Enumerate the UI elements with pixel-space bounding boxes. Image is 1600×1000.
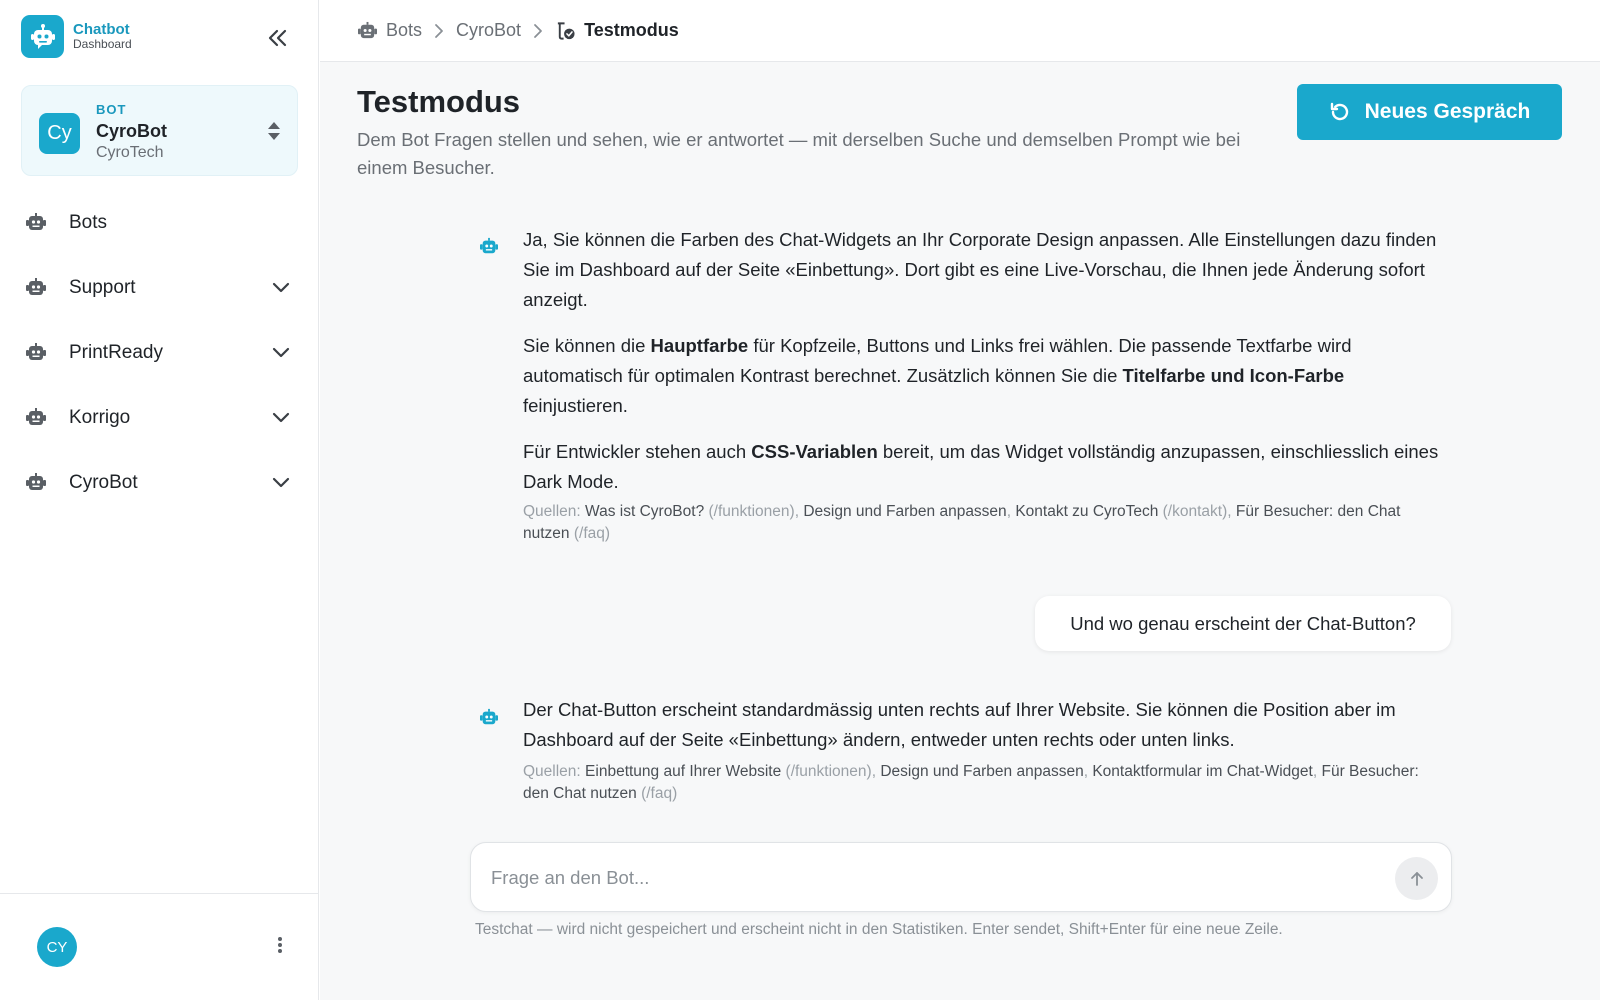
sidebar-item-label: PrintReady [69,341,163,363]
message-sources: Quellen: Einbettung auf Ihrer Website (/funktionen), Design und Farben anpassen, Kontaktformular im Chat-Widget, Für Besucher: den Chat nutzen (/faq) [523,763,1419,802]
chevron-down-icon[interactable] [271,343,291,363]
collapse-sidebar-button[interactable] [264,26,290,50]
brand-subtitle: Dashboard [73,37,132,52]
bot-selector-eyebrow: BOT [96,102,127,117]
brand-title: Chatbot [73,20,130,38]
user-avatar[interactable]: CY [37,927,77,967]
sidebar-item-korrigo[interactable] [0,385,319,450]
breadcrumb-label: Bots [386,20,423,40]
sidebar-item-printready[interactable] [0,320,319,385]
bot-avatar-icon [478,708,500,726]
chevron-right-icon [533,23,543,39]
sidebar-item-cyrobot[interactable] [0,450,319,515]
source-link[interactable]: Was ist CyroBot? [585,503,705,520]
composer-hint: Testchat — wird nicht gespeichert und erscheint nicht in den Statistiken. Enter sendet, Shift+Enter für eine neue Zeile. [475,921,1283,938]
sidebar-nav [0,190,319,515]
source-link[interactable]: Kontakt zu CyroTech [1015,503,1159,520]
refresh-icon [1329,101,1351,123]
message-sources: Quellen: Was ist CyroBot? (/funktionen), Design und Farben anpassen, Kontakt zu CyroTech (/kontakt), Für Besucher: den Chat nutzen (/faq) [523,503,1401,542]
breadcrumb-item-bots[interactable] [357,20,422,41]
page-title: Testmodus [357,84,521,119]
sidebar [0,0,319,1000]
robot-icon [357,21,378,40]
chevron-down-icon[interactable] [271,473,291,493]
breadcrumb-item-cyrobot[interactable] [456,20,521,41]
flask-check-icon [555,21,576,41]
chevron-down-icon[interactable] [271,408,291,428]
user-message: Und wo genau erscheint der Chat-Button? [1035,596,1451,651]
breadcrumb-label: CyroBot [456,20,522,40]
breadcrumb [357,20,679,41]
breadcrumb-label: Testmodus [584,20,679,40]
sidebar-item-label: CyroBot [69,471,138,493]
bot-selector-org: CyroTech [96,144,164,161]
sidebar-item-label: Korrigo [69,406,131,428]
more-options-button[interactable] [270,932,290,958]
bot-avatar: Cy [39,113,80,154]
bot-message-paragraph: Für Entwickler stehen auch CSS-Variablen bereit, um das Widget vollständig anzupassen, einschliesslich eines Dark Mode. [523,441,1439,492]
robot-icon [25,212,47,232]
bot-message-paragraph: Sie können die Hauptfarbe für Kopfzeile, Buttons und Links frei wählen. Die passende Textfarbe wird automatisch für optimalen Kontrast berechnet. Zusätzlich können Sie die Titelfarbe und Icon-Farbe feinjustieren. [523,335,1352,416]
bot-message [523,225,1443,544]
source-link[interactable]: Einbettung auf Ihrer Website [585,763,782,780]
sidebar-item-label: Bots [69,211,108,233]
sidebar-footer [0,893,319,1000]
main-content [320,0,1600,1000]
arrow-up-icon [1409,871,1425,887]
sidebar-item-support[interactable] [0,255,319,320]
send-button[interactable] [1395,857,1438,900]
brand[interactable] [21,15,132,58]
bot-message-paragraph: Ja, Sie können die Farben des Chat-Widgets an Ihr Corporate Design anpassen. Alle Einstellungen dazu finden Sie im Dashboard auf der Seite «Einbettung». Dort gibt es eine Live-Vorschau, die Ihnen jede Änderung sofort anzeigt. [523,229,1437,310]
robot-icon [25,407,47,427]
bot-selector-name: CyroBot [96,121,167,141]
page-description: Dem Bot Fragen stellen und sehen, wie er antwortet — mit derselben Suche und demselben Prompt wie bei einem Besucher. [357,129,1241,178]
bot-message-paragraph: Der Chat-Button erscheint standardmässig unten rechts auf Ihrer Website. Sie können die Position aber im Dashboard auf der Seite «Einbettung» ändern, entweder unten rechts oder unten links. [523,699,1396,750]
chevron-right-icon [434,23,444,39]
sidebar-item-bots[interactable] [0,190,319,255]
chevron-down-icon[interactable] [271,278,291,298]
source-link[interactable]: Design und Farben anpassen [880,763,1084,780]
breadcrumb-item-testmodus [555,20,679,41]
source-link[interactable]: Für Besucher: den Chat nutzen [523,503,1401,542]
robot-icon [25,277,47,297]
sidebar-item-label: Support [69,276,136,298]
chat-composer [470,842,1452,912]
double-chevron-left-icon [267,29,287,47]
bot-avatar-icon [478,237,500,255]
bot-message [523,695,1443,804]
robot-icon [25,342,47,362]
chat-input[interactable] [491,863,1371,893]
source-link[interactable]: Design und Farben anpassen [803,503,1007,520]
source-link[interactable]: Für Besucher: den Chat nutzen [523,763,1419,802]
chatbot-logo-icon [21,15,64,58]
bot-selector[interactable] [21,85,298,176]
new-conversation-label: Neues Gespräch [1364,100,1531,123]
source-link[interactable]: Kontaktformular im Chat-Widget [1092,763,1313,780]
sort-updown-icon [266,120,282,142]
vertical-dots-icon [277,935,283,955]
robot-icon [25,472,47,492]
topbar [320,0,1600,62]
new-conversation-button[interactable] [1297,84,1562,140]
